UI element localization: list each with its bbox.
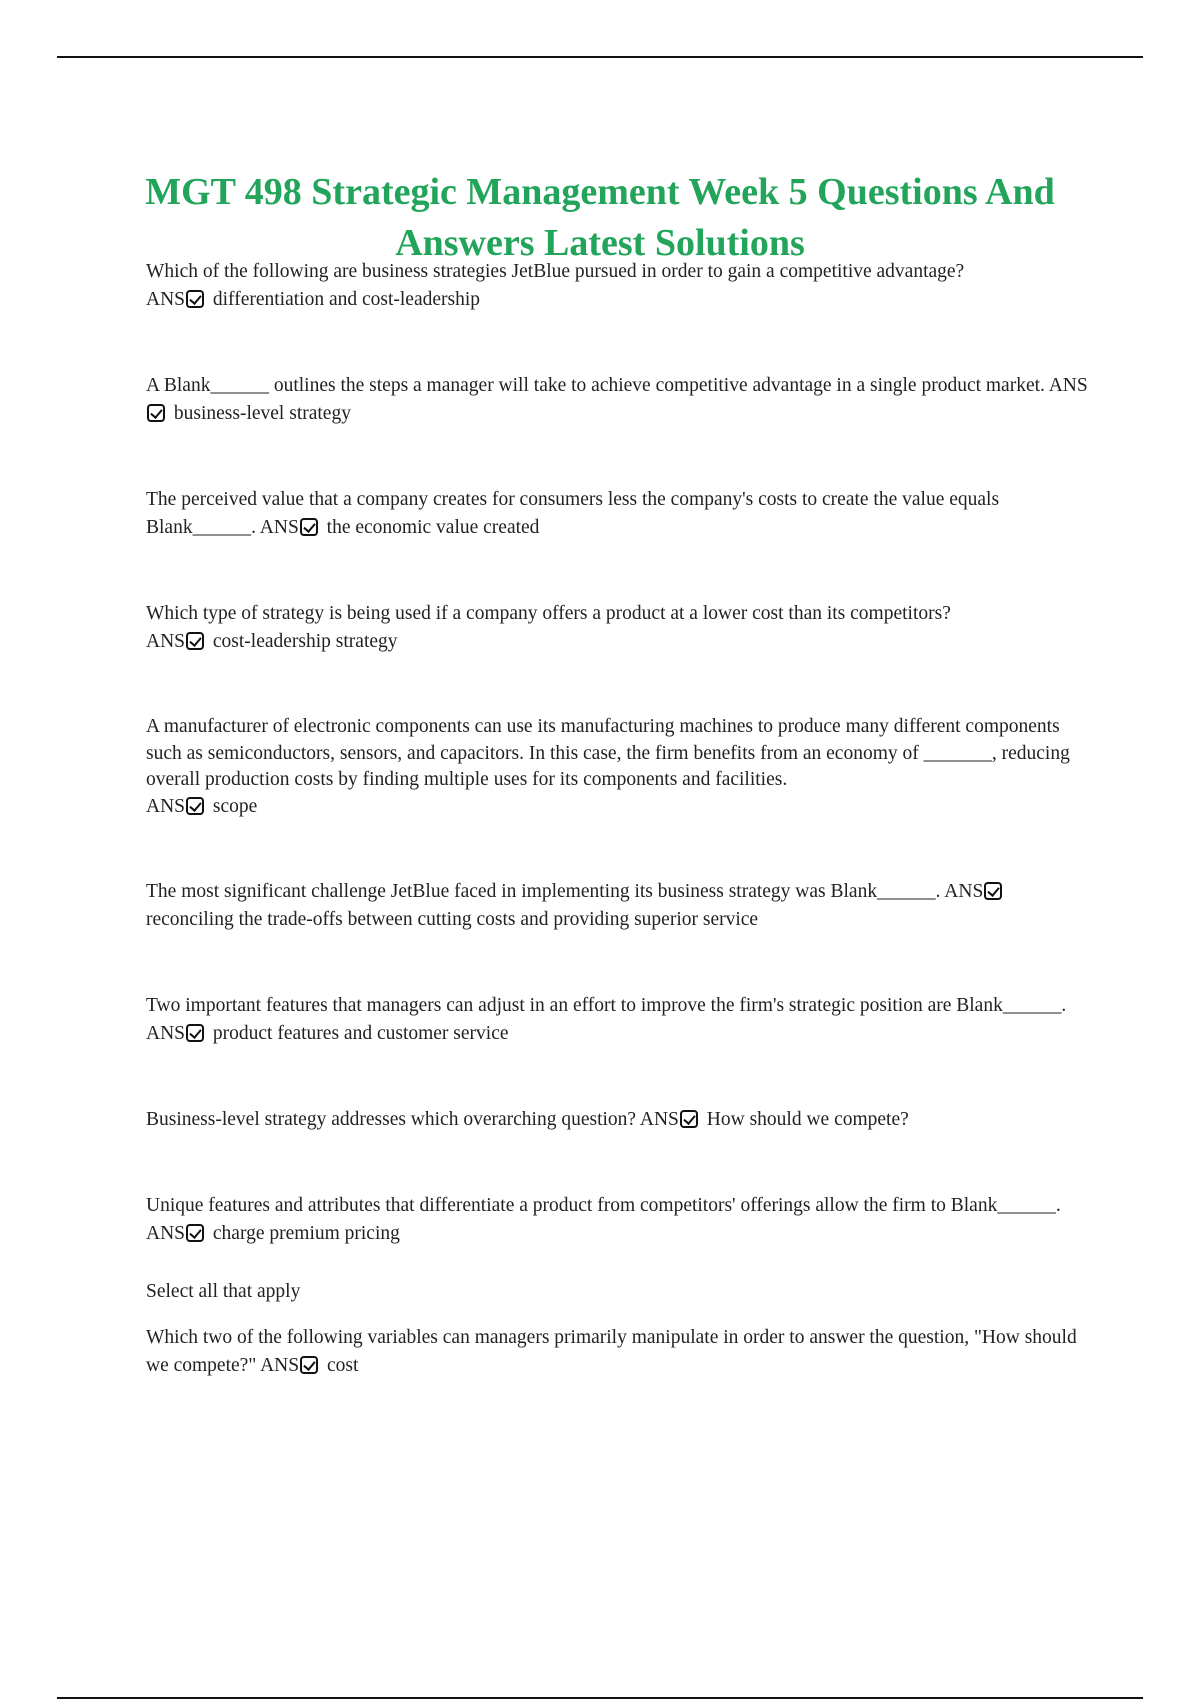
checkbox-check-icon bbox=[984, 882, 1002, 900]
ans-label: ANS bbox=[146, 631, 186, 652]
qa-item bbox=[146, 878, 1096, 934]
question-text: Which of the following are business strategies JetBlue pursued in order to gain a competitive advantage? bbox=[146, 261, 965, 282]
top-rule bbox=[57, 56, 1143, 58]
answer-text: cost-leadership strategy bbox=[212, 631, 398, 652]
qa-item bbox=[146, 1324, 1096, 1380]
question-text: The most significant challenge JetBlue faced in implementing its business strategy was Blank______. bbox=[146, 881, 941, 902]
ans-label: ANS bbox=[259, 517, 299, 538]
checkbox-check-icon bbox=[186, 1024, 204, 1042]
ans-label: ANS bbox=[146, 289, 186, 310]
ans-label: ANS bbox=[639, 1109, 679, 1130]
qa-list bbox=[146, 258, 1096, 1380]
qa-item bbox=[146, 714, 1096, 820]
qa-item bbox=[146, 1192, 1096, 1248]
document-title: MGT 498 Strategic Management Week 5 Questions And Answers Latest Solutions bbox=[145, 171, 1055, 265]
answer-text: the economic value created bbox=[326, 517, 540, 538]
checkbox-check-icon bbox=[300, 1356, 318, 1374]
ans-label: ANS bbox=[260, 1355, 300, 1376]
qa-item bbox=[146, 486, 1096, 542]
answer-text: differentiation and cost-leadership bbox=[212, 289, 481, 310]
checkbox-check-icon bbox=[300, 518, 318, 536]
question-text: Business-level strategy addresses which overarching question? bbox=[146, 1109, 637, 1130]
ans-label: ANS bbox=[146, 1023, 186, 1044]
question-text: The perceived value that a company creates for consumers less the company's costs to create the value equals Blank______. bbox=[146, 489, 1000, 538]
answer-text: reconciling the trade-offs between cutting costs and providing superior service bbox=[146, 909, 759, 930]
ans-label: ANS bbox=[146, 1223, 186, 1244]
qa-item bbox=[146, 372, 1096, 428]
question-text: Which two of the following variables can managers primarily manipulate in order to answer the question, "How should we compete?" bbox=[146, 1327, 1077, 1376]
answer-text: product features and customer service bbox=[212, 1023, 509, 1044]
qa-item bbox=[146, 1106, 1096, 1134]
ans-label: ANS bbox=[1048, 375, 1088, 396]
answer-text: How should we compete? bbox=[706, 1109, 909, 1130]
question-text: Which type of strategy is being used if a company offers a product at a lower cost than its competitors? bbox=[146, 603, 951, 624]
bottom-rule bbox=[57, 1697, 1143, 1699]
answer-text: scope bbox=[212, 795, 258, 817]
ans-label: ANS bbox=[944, 881, 984, 902]
question-text: A Blank______ outlines the steps a manager will take to achieve competitive advantage in a single product market. bbox=[146, 375, 1045, 396]
question-text: A manufacturer of electronic components can use its manufacturing machines to produce many different components such as semiconductors, sensors, and capacitors. In this case, the firm benefits from an economy of _______, reducing overall production costs by finding multiple uses for its components and facilities. bbox=[146, 716, 1070, 790]
checkbox-check-icon bbox=[680, 1110, 698, 1128]
answer-text: charge premium pricing bbox=[212, 1223, 400, 1244]
qa-item bbox=[146, 992, 1096, 1048]
qa-item bbox=[146, 258, 1096, 314]
checkbox-check-icon bbox=[147, 404, 165, 422]
question-text: Unique features and attributes that differentiate a product from competitors' offerings allow the firm to Blank______. bbox=[146, 1195, 1061, 1216]
checkbox-check-icon bbox=[186, 1224, 204, 1242]
ans-label: ANS bbox=[146, 795, 186, 817]
select-note: Select all that apply bbox=[146, 1281, 301, 1302]
checkbox-check-icon bbox=[186, 632, 204, 650]
question-text: Two important features that managers can adjust in an effort to improve the firm's strategic position are Blank______. bbox=[146, 995, 1067, 1016]
checkbox-check-icon bbox=[186, 290, 204, 308]
answer-text: cost bbox=[326, 1355, 359, 1376]
qa-item bbox=[146, 600, 1096, 656]
checkbox-check-icon bbox=[186, 797, 204, 815]
answer-text: business-level strategy bbox=[173, 403, 351, 424]
